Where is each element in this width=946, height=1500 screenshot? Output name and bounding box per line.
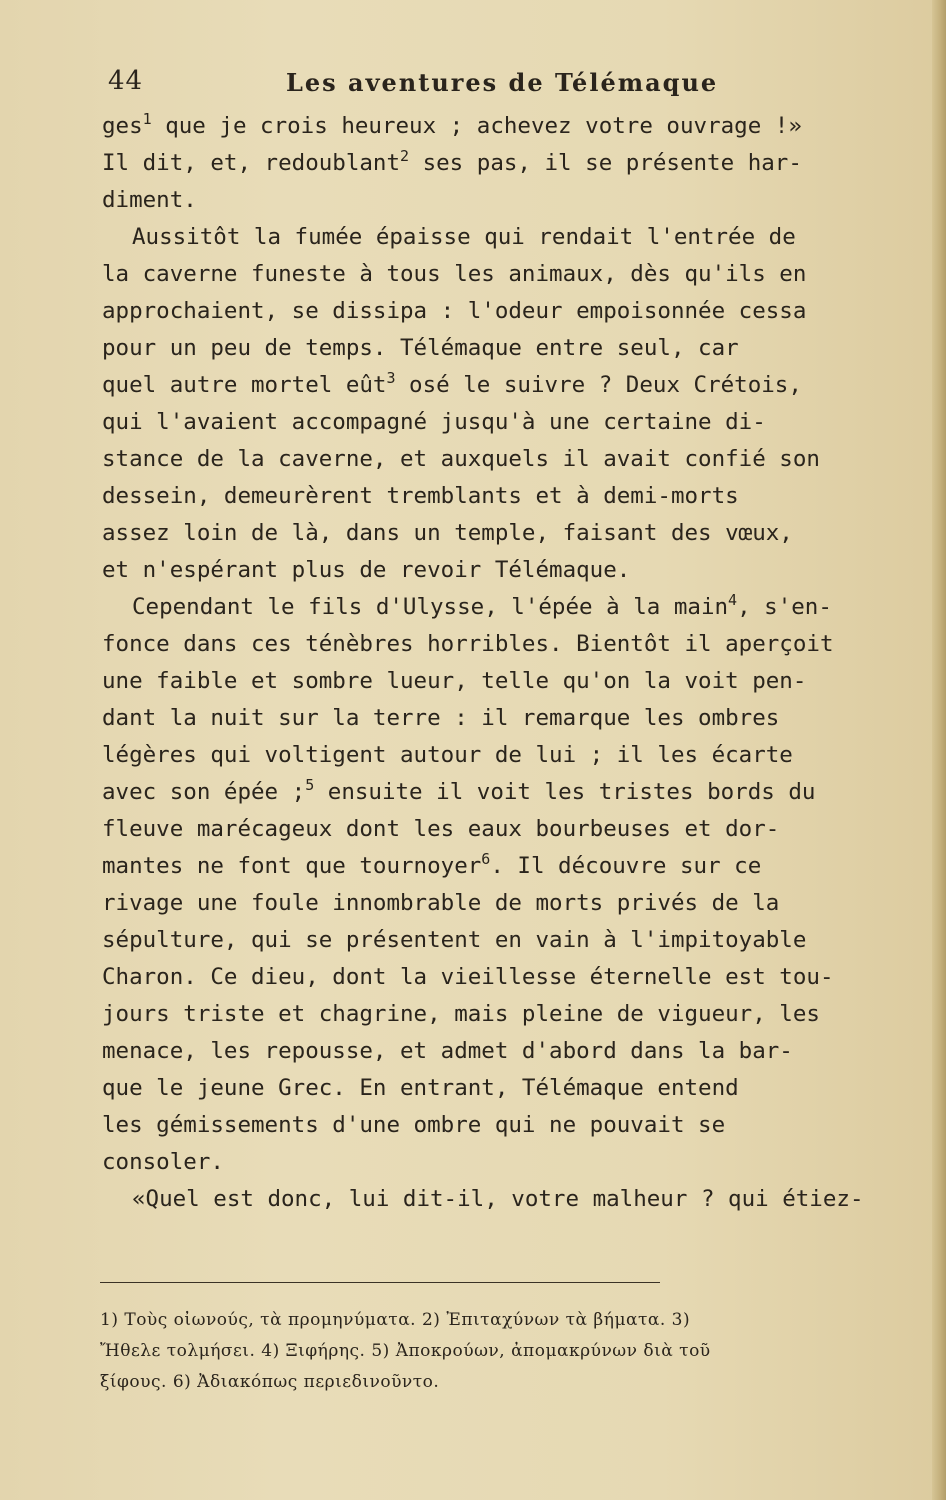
page-edge (932, 0, 946, 1500)
text-line: sépulture, qui se présentent en vain à l'impitoyable (102, 927, 807, 953)
text-line: qui l'avaient accompagné jusqu'à une certaine di- (102, 409, 766, 435)
text-line: que le jeune Grec. En entrant, Télémaque entend (102, 1075, 739, 1101)
footnote-ref: 2 (400, 147, 410, 165)
footnote-divider (100, 1282, 660, 1283)
text-line: Charon. Ce dieu, dont la vieillesse éternelle est tou- (102, 964, 834, 990)
running-title: Les aventures de Télémaque (286, 68, 719, 97)
text-line: menace, les repousse, et admet d'abord dans la bar- (102, 1038, 793, 1064)
text-line: Il dit, et, redoublant$^2$ ses pas, il se présente har- (102, 147, 802, 176)
text-line: stance de la caverne, et auxquels il avait confié son (102, 446, 820, 472)
footnote-line: ξίφους. 6) Ἀδιακόπως περιεδινοῦντο. (100, 1372, 440, 1392)
footnote-ref: 5 (305, 776, 315, 794)
text-line: mantes ne font que tournoyer$^6$. Il découvre sur ce (102, 850, 762, 879)
text-line: la caverne funeste à tous les animaux, dès qu'ils en (102, 261, 807, 287)
text-line: consoler. (102, 1149, 224, 1175)
text-line: ges$^1$ que je crois heureux ; achevez votre ouvrage !» (102, 110, 802, 139)
page-number: 44 (108, 66, 144, 96)
footnote-ref: 3 (386, 369, 396, 387)
text-line: les gémissements d'une ombre qui ne pouvait se (102, 1112, 726, 1138)
text-line: approchaient, se dissipa : l'odeur empoisonnée cessa (102, 298, 807, 324)
footnote-ref: 1 (142, 110, 152, 128)
footnote-line: 1) Τοὺς οἰωνούς, τὰ προμηνύματα. 2) Ἐπιταχύνων τὰ βήματα. 3) (100, 1310, 691, 1330)
text-line: jours triste et chagrine, mais pleine de vigueur, les (102, 1001, 820, 1027)
footnote-ref: 4 (728, 591, 738, 609)
paragraph-start: Cependant le fils d'Ulysse, l'épée à la main$^4$, s'en- (132, 591, 832, 620)
footnote-line: Ἤθελε τολμήσει. 4) Ξιφήρης. 5) Ἀποκρούων, ἀπομακρύνων διὰ τοῦ (100, 1341, 711, 1361)
paragraph-start: Aussitôt la fumée épaisse qui rendait l'entrée de (132, 224, 796, 250)
text-line: diment. (102, 187, 197, 213)
text-line: fonce dans ces ténèbres horribles. Bientôt il aperçoit (102, 631, 834, 657)
body-text (102, 108, 870, 1218)
text-line: une faible et sombre lueur, telle qu'on la voit pen- (102, 668, 807, 694)
text-line: pour un peu de temps. Télémaque entre seul, car (102, 335, 739, 361)
text-line: fleuve marécageux dont les eaux bourbeuses et dor- (102, 816, 780, 842)
text-line: avec son épée ;$^5$ ensuite il voit les tristes bords du (102, 776, 816, 805)
text-line: dessein, demeurèrent tremblants et à demi-morts (102, 483, 739, 509)
text-line: quel autre mortel eût$^3$ osé le suivre ? Deux Crétois, (102, 369, 802, 398)
text-line: rivage une foule innombrable de morts privés de la (102, 890, 780, 916)
text-line: légères qui voltigent autour de lui ; il les écarte (102, 742, 793, 768)
text-line: et n'espérant plus de revoir Télémaque. (102, 557, 631, 583)
text-line: dant la nuit sur la terre : il remarque les ombres (102, 705, 780, 731)
footnotes (100, 1305, 875, 1398)
page-header (108, 66, 868, 106)
text-line: assez loin de là, dans un temple, faisant des vœux, (102, 520, 793, 546)
paragraph-start: «Quel est donc, lui dit-il, votre malheur ? qui étiez- (132, 1186, 864, 1212)
footnote-ref: 6 (481, 850, 491, 868)
